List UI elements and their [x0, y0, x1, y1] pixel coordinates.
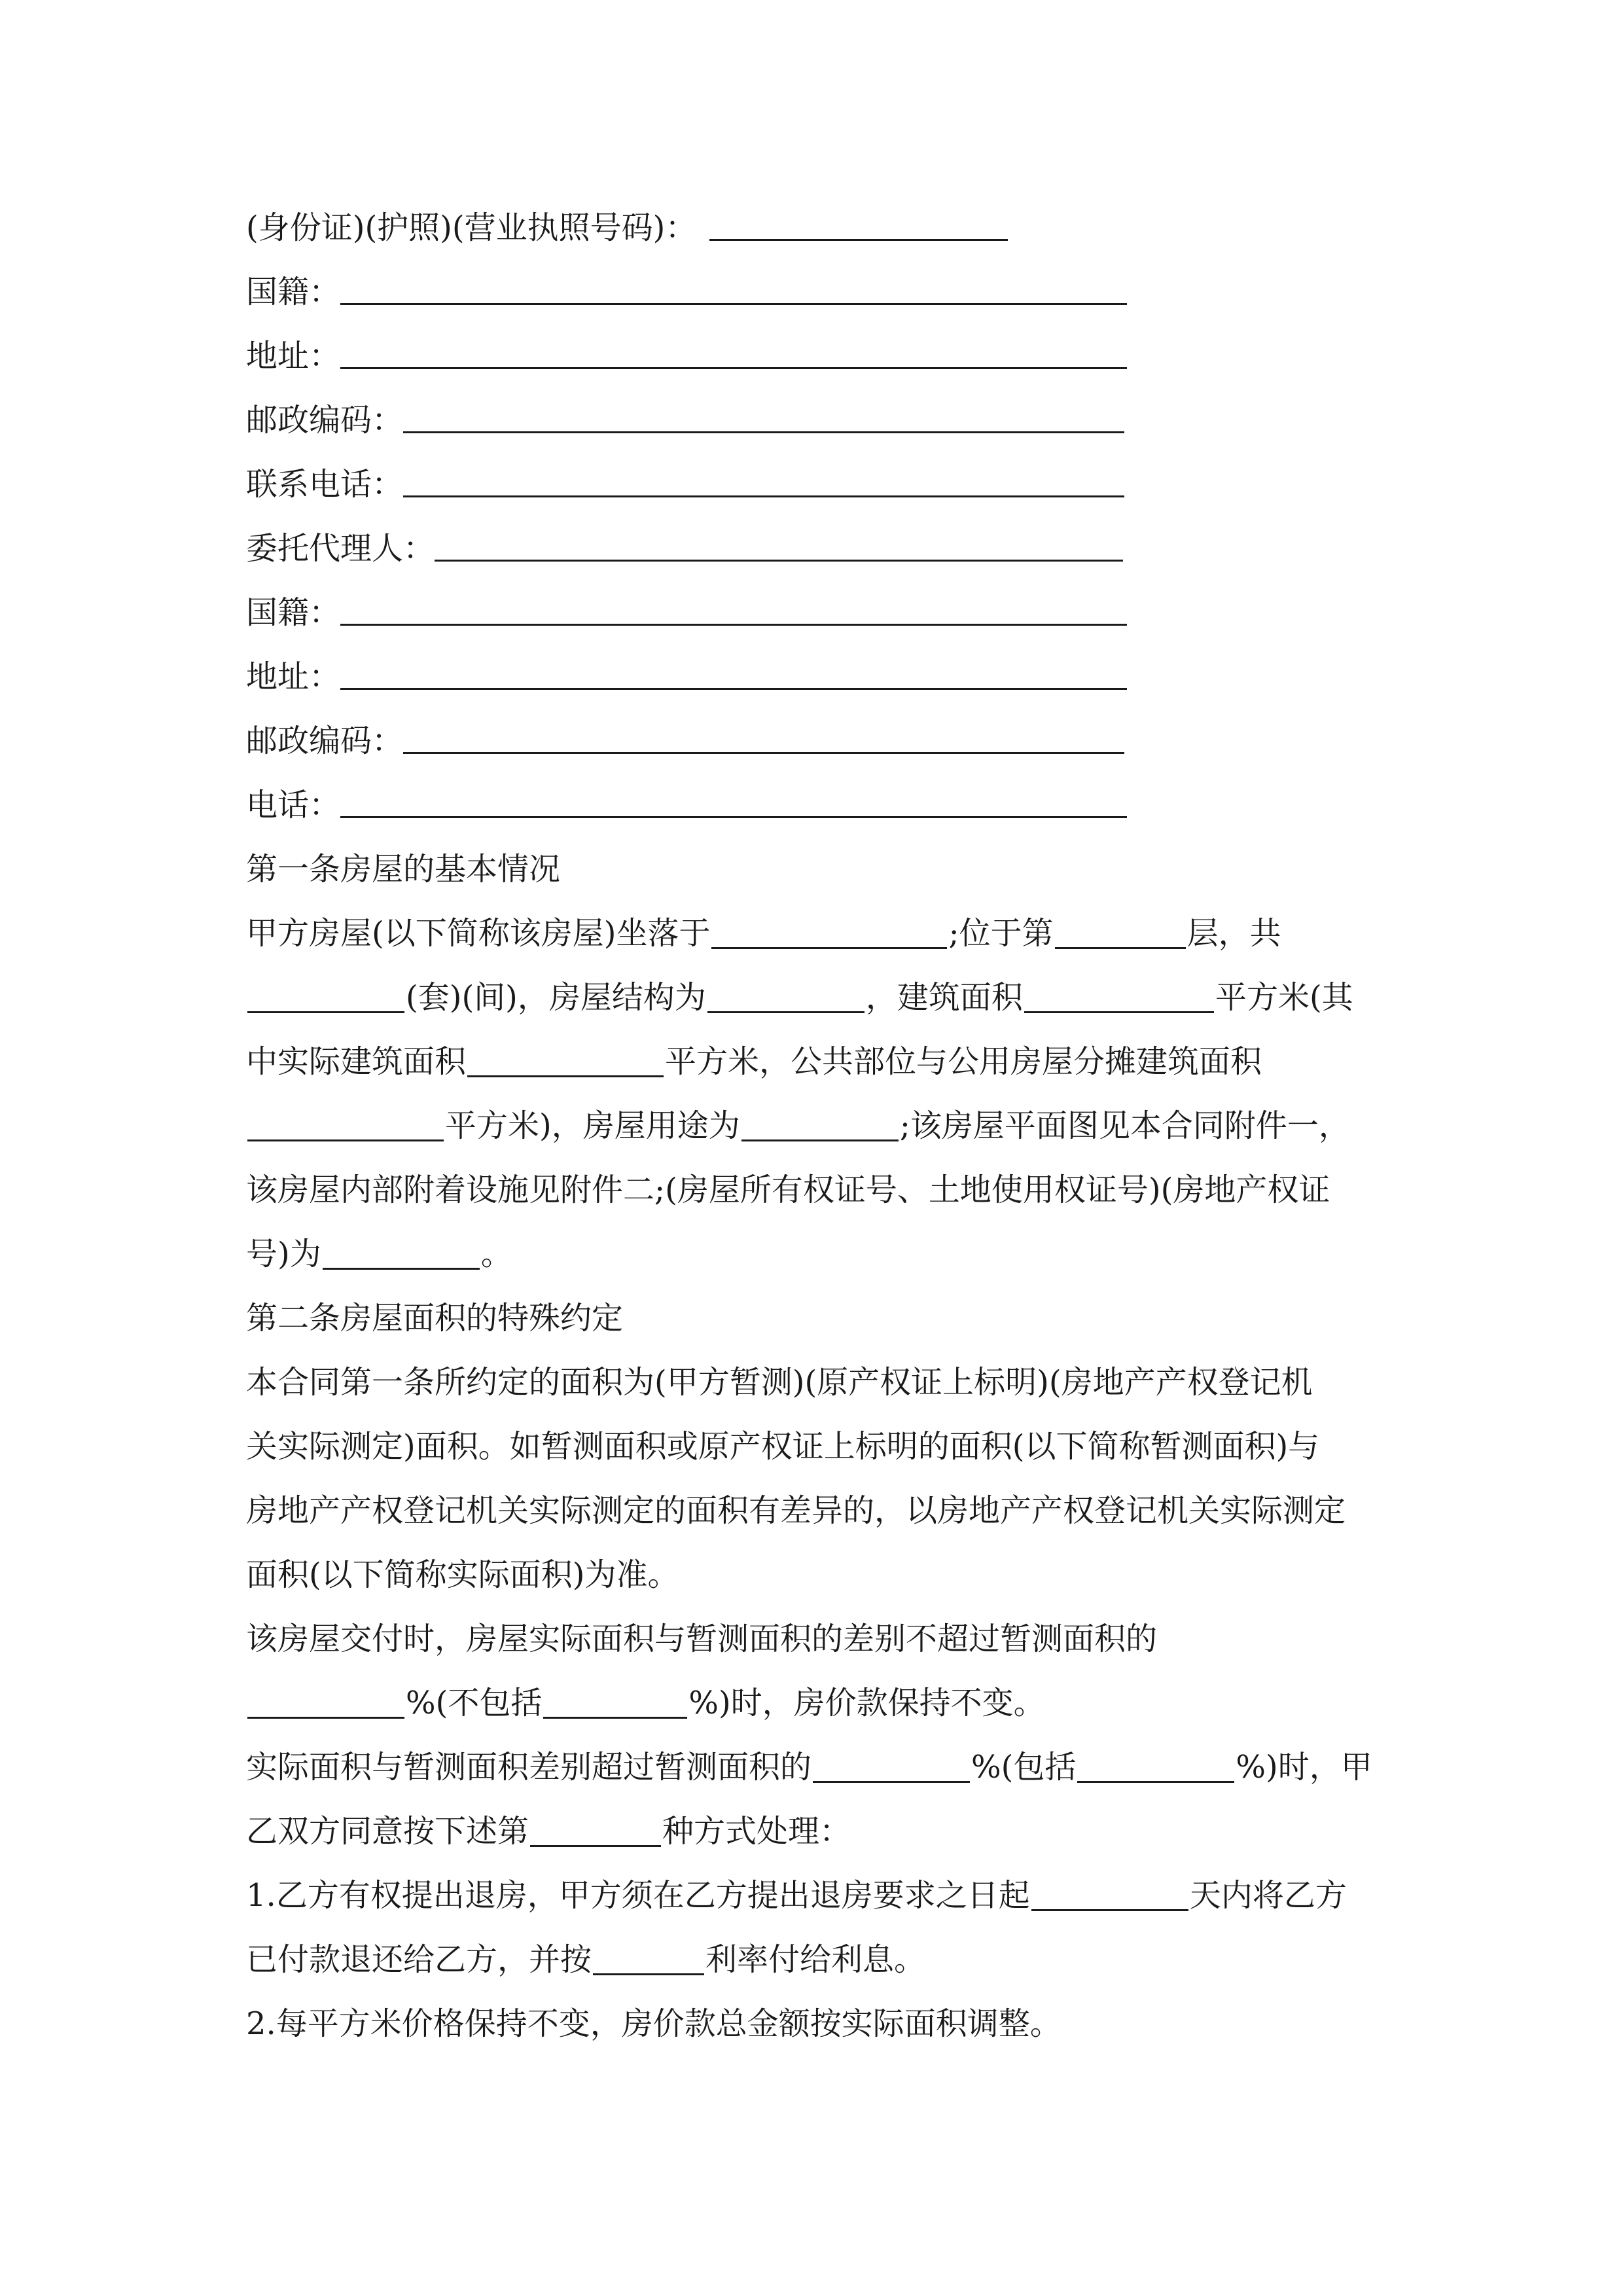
agent-postal-code-label: 邮政编码： [246, 723, 404, 759]
interest-rate-blank [593, 1973, 704, 1975]
building-area-blank [1024, 1011, 1214, 1013]
article2-item2-line1: 2.每平方米价格保持不变，房价款总金额按实际面积调整。 [246, 2005, 1061, 2042]
agent-nationality-blank [340, 623, 1127, 626]
id-number-label: (身份证)(护照)(营业执照号码)： [246, 209, 697, 246]
location-blank [711, 946, 947, 949]
article2-p1-line2: 关实际测定)面积。如暂测面积或原产权证上标明的面积(以下简称暂测面积)与 [246, 1428, 1320, 1465]
agent-address-blank [340, 687, 1127, 690]
agent-address-field [246, 653, 1380, 695]
agent-field [246, 525, 1380, 567]
article2-p1-line4: 面积(以下简称实际面积)为准。 [246, 1556, 679, 1593]
units-blank [247, 1011, 404, 1013]
agent-label: 委托代理人： [246, 530, 435, 567]
excess-inclusive-blank [1077, 1780, 1234, 1783]
agent-postal-code-blank [403, 751, 1124, 754]
agent-phone-field [246, 781, 1380, 821]
address-blank [340, 367, 1127, 369]
article2-paragraph2 [246, 1615, 1380, 1719]
agent-blank [435, 559, 1123, 562]
article2-p3-line2: 乙双方同意按下述第 种方式处理： [246, 1813, 851, 1850]
article2-item1-line1: 1.乙方有权提出退房，甲方须在乙方提出退房要求之日起 天内将乙方 [246, 1877, 1347, 1914]
address-label: 地址： [246, 338, 341, 374]
article2-p2-line2: %(不包括 %)时，房价款保持不变。 [246, 1679, 1380, 1719]
usage-blank [741, 1139, 899, 1141]
agent-phone-blank [340, 816, 1127, 818]
address-field [246, 332, 1380, 372]
agent-nationality-label: 国籍： [246, 594, 341, 631]
article1 [246, 846, 1380, 888]
postal-code-blank [403, 431, 1124, 433]
floor-blank [1055, 946, 1186, 949]
article2-p1-line3: 房地产产权登记机关实际测定的面积有差异的，以房地产产权登记机关实际测定 [246, 1492, 1346, 1529]
article1-line5: 该房屋内部附着设施见附件二;(房屋所有权证号、土地使用权证号)(房地产权证 [246, 1172, 1330, 1208]
article1-line4: 平方米)，房屋用途为 ;该房屋平面图见本合同附件一， [246, 1102, 1380, 1141]
id-number-field [246, 204, 1380, 246]
article2-item1 [246, 1872, 1380, 1978]
actual-area-blank [467, 1075, 664, 1077]
nationality-blank [340, 302, 1127, 305]
article1-title: 第一条房屋的基本情况 [246, 851, 561, 888]
certificate-number-blank [323, 1267, 480, 1270]
article2-item1-line2: 已付款退还给乙方，并按 利率付给利息。 [246, 1941, 926, 1978]
contact-phone-field [246, 461, 1380, 503]
agent-postal-code-field [246, 717, 1380, 757]
structure-blank [707, 1011, 865, 1013]
article2-p3-line1: 实际面积与暂测面积差别超过暂测面积的 %(包括 %)时，甲 [246, 1749, 1372, 1785]
id-number-blank [709, 238, 1008, 241]
postal-code-field [246, 397, 1380, 439]
agent-address-label: 地址： [246, 658, 341, 695]
article2-paragraph1 [246, 1359, 1380, 1593]
refund-days-blank [1031, 1909, 1188, 1911]
article1-line1: 甲方房屋(以下简称该房屋)坐落于 ;位于第 层，共 [246, 915, 1281, 952]
article2 [246, 1295, 1380, 1334]
article1-paragraph [246, 910, 1380, 1270]
contact-phone-label: 联系电话： [246, 466, 404, 503]
contact-phone-blank [403, 495, 1124, 497]
article1-line6: 号)为 。 [246, 1236, 512, 1272]
article2-p2-line1: 该房屋交付时，房屋实际面积与暂测面积的差别不超过暂测面积的 [246, 1621, 1158, 1657]
tolerance-blank [247, 1716, 404, 1719]
article2-p1-line1: 本合同第一条所约定的面积为(甲方暂测)(原产权证上标明)(房地产产权登记机 [246, 1364, 1313, 1401]
nationality-label: 国籍： [246, 274, 341, 310]
article2-paragraph3 [246, 1744, 1380, 1850]
shared-area-blank [247, 1139, 444, 1141]
tolerance-exclusive-blank [543, 1716, 687, 1719]
excess-blank [813, 1780, 970, 1783]
nationality-field [246, 268, 1380, 308]
article1-line3: 中实际建筑面积 平方米，公共部位与公用房屋分摊建筑面积 [246, 1043, 1262, 1080]
article1-line2: (套)(间)，房屋结构为 ，建筑面积 平方米(其 [246, 974, 1380, 1013]
article2-title: 第二条房屋面积的特殊约定 [246, 1300, 624, 1336]
postal-code-label: 邮政编码： [246, 402, 404, 439]
method-number-blank [530, 1844, 661, 1847]
agent-nationality-field [246, 589, 1380, 631]
agent-phone-label: 电话： [246, 787, 341, 823]
article2-item2 [246, 2000, 1380, 2042]
